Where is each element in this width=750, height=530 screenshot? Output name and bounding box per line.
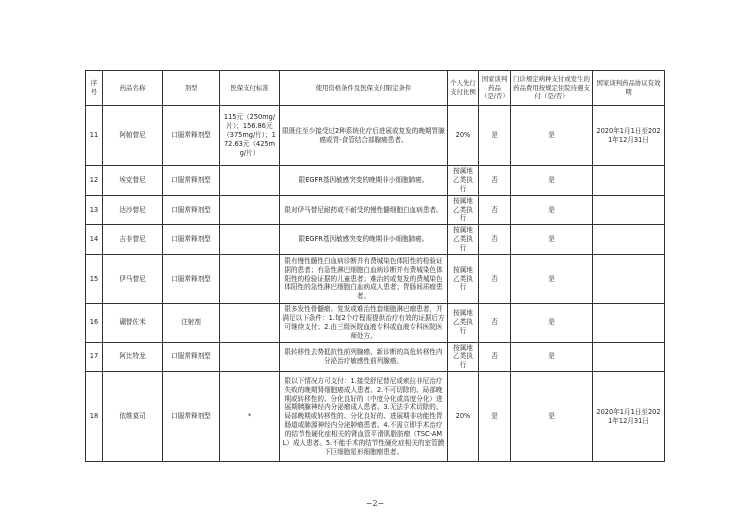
cell-name: 硼替佐米	[103, 304, 163, 343]
cell-name: 阿比特龙	[103, 342, 163, 372]
cell-outpatient: 是	[511, 372, 593, 462]
cell-no: 15	[86, 255, 103, 304]
cell-standard	[220, 166, 280, 196]
cell-form: 口服常释剂型	[163, 225, 220, 255]
cell-form: 口服常释剂型	[163, 342, 220, 372]
cell-conditions: 限以下情况方可支付：1.接受舒尼替尼或索拉非尼治疗失败的晚期肾细胞癌成人患者。2.不可切除的、局部晚期或转移性的、分化良好的（中度分化或高度分化）进展期胰腺神经内分泌瘤成人患者。3.无法手术切除的、局部晚期或转移性的、分化良好的、进展期非功能性胃肠道或肺源神经内分泌肿瘤患者。4.不需立即手术治疗的结节性硬化症相关的肾血管平滑肌脂肪瘤（TSC-AML）成人患者。5.不能手术的结节性硬化症相关的室管膜下巨细胞星形细胞瘤患者。	[280, 372, 448, 462]
header-form: 剂型	[163, 71, 220, 106]
cell-no: 13	[86, 195, 103, 225]
cell-self-pay: 按属地乙类执行	[448, 304, 479, 343]
cell-no: 16	[86, 304, 103, 343]
cell-negotiated: 是	[479, 106, 511, 166]
cell-form: 注射剂	[163, 304, 220, 343]
cell-negotiated: 否	[479, 166, 511, 196]
cell-validity	[593, 255, 665, 304]
cell-validity	[593, 225, 665, 255]
cell-validity	[593, 304, 665, 343]
cell-no: 12	[86, 166, 103, 196]
header-negotiated: 国家谈判药品（是/否）	[479, 71, 511, 106]
cell-outpatient: 是	[511, 304, 593, 343]
cell-form: 口服常释剂型	[163, 372, 220, 462]
cell-standard	[220, 195, 280, 225]
cell-form: 口服常释剂型	[163, 166, 220, 196]
cell-outpatient: 是	[511, 255, 593, 304]
table-row	[86, 255, 665, 304]
cell-standard	[220, 255, 280, 304]
table-row	[86, 304, 665, 343]
cell-conditions: 限多发性骨髓瘤、复发或难治性套细胞淋巴瘤患者，并满足以下条件：1.每2个疗程需提供治疗有效的证据后方可继续支付；2.由三级医院血液专科或血液专科医院医师处方。	[280, 304, 448, 343]
cell-name: 依维莫司	[103, 372, 163, 462]
cell-validity: 2020年1月1日至2021年12月31日	[593, 106, 665, 166]
header-validity: 国家谈判药品协议有效期	[593, 71, 665, 106]
cell-form: 口服常释剂型	[163, 106, 220, 166]
header-no: 序号	[86, 71, 103, 106]
cell-name: 伊马替尼	[103, 255, 163, 304]
cell-no: 11	[86, 106, 103, 166]
cell-validity	[593, 342, 665, 372]
cell-name: 阿帕替尼	[103, 106, 163, 166]
cell-conditions: 限转移性去势抵抗性前列腺癌、新诊断的高危转移性内分泌治疗敏感性前列腺癌。	[280, 342, 448, 372]
cell-self-pay: 20%	[448, 106, 479, 166]
cell-conditions: 限EGFR基因敏感突变的晚期非小细胞肺癌。	[280, 225, 448, 255]
cell-conditions: 限EGFR基因敏感突变的晚期非小细胞肺癌。	[280, 166, 448, 196]
cell-validity	[593, 166, 665, 196]
page-number: −2−	[365, 499, 385, 508]
header-row	[86, 71, 665, 106]
cell-form: 口服常释剂型	[163, 255, 220, 304]
cell-self-pay: 按属地乙类执行	[448, 195, 479, 225]
cell-outpatient: 是	[511, 195, 593, 225]
cell-no: 18	[86, 372, 103, 462]
cell-no: 14	[86, 225, 103, 255]
table-row	[86, 342, 665, 372]
cell-negotiated: 否	[479, 304, 511, 343]
cell-standard: *	[220, 372, 280, 462]
cell-validity: 2020年1月1日至2021年12月31日	[593, 372, 665, 462]
cell-negotiated: 否	[479, 342, 511, 372]
header-self-pay: 个人先行支付比例	[448, 71, 479, 106]
table-row	[86, 106, 665, 166]
cell-standard	[220, 304, 280, 343]
cell-conditions: 限对伊马替尼耐药或不耐受的慢性髓细胞白血病患者。	[280, 195, 448, 225]
cell-conditions: 限有慢性髓性白血病诊断并有费城染色体阳性的检验证据的患者；有急性淋巴细胞白血病诊断并有费城染色体阳性的检验证据的儿童患者；难治的或复发的费城染色体阳性的急性淋巴细胞白血病成人患者；胃肠间质瘤患者。	[280, 255, 448, 304]
cell-negotiated: 是	[479, 372, 511, 462]
cell-outpatient: 是	[511, 106, 593, 166]
cell-negotiated: 否	[479, 225, 511, 255]
header-standard: 医保支付标准	[220, 71, 280, 106]
cell-outpatient: 是	[511, 166, 593, 196]
cell-conditions: 限既往至少接受过2种系统化疗后进展或复发的晚期胃腺癌或胃-食管结合部腺癌患者。	[280, 106, 448, 166]
header-conditions: 使用资格条件及医保支付限定条件	[280, 71, 448, 106]
table-row	[86, 372, 665, 462]
cell-self-pay: 按属地乙类执行	[448, 225, 479, 255]
cell-name: 埃克替尼	[103, 166, 163, 196]
drug-reimbursement-table	[85, 70, 665, 462]
header-outpatient: 门诊规定病种支付或发生的药品费用按规定住院待遇支付（是/否）	[511, 71, 593, 106]
cell-standard	[220, 225, 280, 255]
cell-negotiated: 否	[479, 195, 511, 225]
header-name: 药品名称	[103, 71, 163, 106]
table-row	[86, 166, 665, 196]
cell-self-pay: 按属地乙类执行	[448, 255, 479, 304]
cell-no: 17	[86, 342, 103, 372]
cell-standard	[220, 342, 280, 372]
cell-name: 吉非替尼	[103, 225, 163, 255]
cell-self-pay: 按属地乙类执行	[448, 166, 479, 196]
cell-self-pay: 按属地乙类执行	[448, 342, 479, 372]
cell-outpatient: 是	[511, 342, 593, 372]
cell-form: 口服常释剂型	[163, 195, 220, 225]
cell-name: 达沙替尼	[103, 195, 163, 225]
table-row	[86, 225, 665, 255]
cell-standard: 115元（250mg/片）；156.86元（375mg/片）；172.63元（425mg/片）	[220, 106, 280, 166]
cell-validity	[593, 195, 665, 225]
cell-self-pay: 20%	[448, 372, 479, 462]
cell-negotiated: 否	[479, 255, 511, 304]
table-row	[86, 195, 665, 225]
cell-outpatient: 是	[511, 225, 593, 255]
